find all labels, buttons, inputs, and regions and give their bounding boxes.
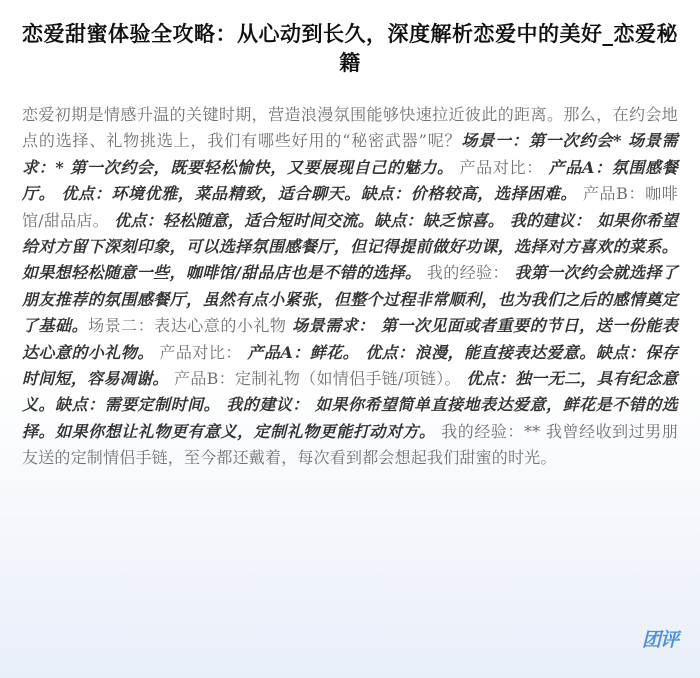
text-segment-bold: 场景需求： 第一次见面或者重要的节日，送一份能表达心意的小礼物。 bbox=[22, 316, 678, 362]
text-segment: 产品对比： bbox=[153, 342, 248, 362]
text-segment: 我的经验： bbox=[421, 263, 515, 283]
text-segment-bold: 场景一：第一次约会* 场景需求：* 第一次约会，既要轻松愉快，又要展现自己的魅力。 bbox=[22, 131, 678, 177]
text-segment: 产品B：定制礼物（如情侣手链/项链）。 bbox=[168, 369, 467, 389]
text-segment-bold: 产品A：氛围感餐厅。 优点：环境优雅，菜品精致，适合聊天。缺点：价格较高，选择困难。 bbox=[22, 157, 679, 204]
text-segment: 我的经验：** 我曾经收到过男朋友送的定制情侣手链，至今都还戴着，每次看到都会想起我们甜蜜的时光。 bbox=[22, 421, 678, 468]
text-segment-bold: 优点：独一无二，具有纪念意义。缺点：需要定制时间。 我的建议： 如果你希望简单直接地表达爱意，鲜花是不错的选择。如果你想让礼物更有意义，定制礼物更能打动对方。 bbox=[22, 369, 678, 441]
text-segment-bold: 优点：轻松随意，适合短时间交流。缺点：缺乏惊喜。 我的建议： 如果你希望给对方留下深刻印象，可以选择氛围感餐厅，但记得提前做好功课，选择对方喜欢的菜系。如果想轻松随意一些，咖啡馆/甜品店也是不错的选择。 bbox=[22, 210, 678, 283]
text-segment: 场景二：表达心意的小礼物 bbox=[88, 316, 293, 336]
article-body bbox=[22, 102, 678, 472]
text-segment-bold: 我第一次约会就选择了朋友推荐的氛围感餐厅，虽然有点小紧张，但整个过程非常顺利，也为我们之后的感情奠定了基础。 bbox=[22, 263, 678, 336]
watermark-logo: 团评 bbox=[641, 629, 678, 651]
text-segment: 恋爱初期是情感升温的关键时期，营造浪漫氛围能够快速拉近彼此的距离。那么，在约会地点的选择、礼物挑选上，我们有哪些好用的“秘密武器”呢？ bbox=[22, 105, 678, 151]
page-title: 恋爱甜蜜体验全攻略：从心动到长久，深度解析恋爱中的美好_恋爱秘籍 bbox=[22, 22, 678, 75]
text-segment-bold: 产品A：鲜花。 优点：浪漫，能直接表达爱意。缺点：保存时间短，容易凋谢。 bbox=[22, 342, 679, 389]
text-segment: 产品B：咖啡馆/甜品店。 bbox=[22, 184, 678, 230]
text-segment: 产品对比： bbox=[453, 157, 549, 177]
